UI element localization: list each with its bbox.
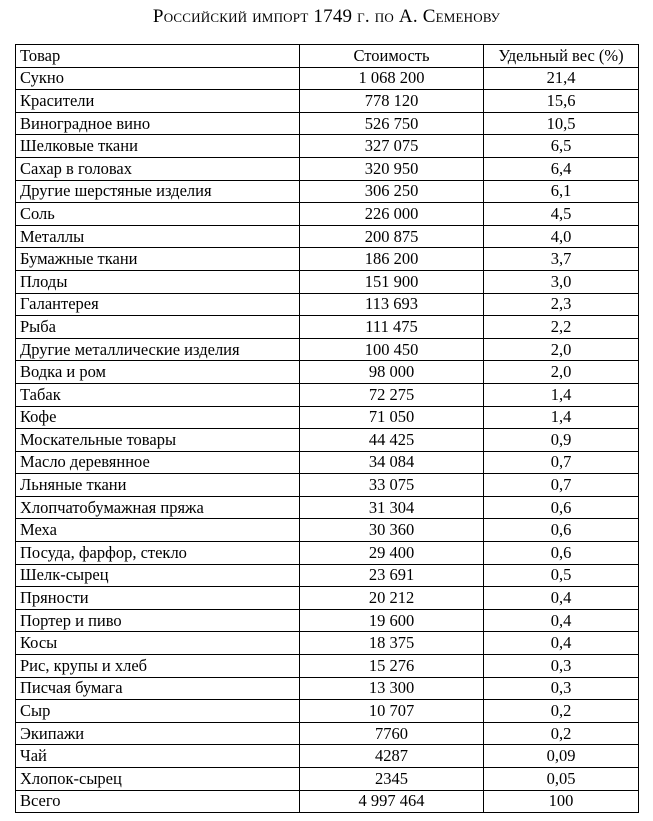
table-row bbox=[16, 135, 639, 158]
table-row bbox=[16, 609, 639, 632]
table-row bbox=[16, 203, 639, 226]
product-cell: Сыр bbox=[16, 700, 300, 723]
table-row bbox=[16, 225, 639, 248]
product-cell: Водка и ром bbox=[16, 361, 300, 384]
product-cell: Другие шерстяные изделия bbox=[16, 180, 300, 203]
table-row bbox=[16, 293, 639, 316]
table-row bbox=[16, 180, 639, 203]
share-cell: 4,0 bbox=[484, 225, 639, 248]
product-cell: Кофе bbox=[16, 406, 300, 429]
share-cell: 0,2 bbox=[484, 700, 639, 723]
share-cell: 15,6 bbox=[484, 90, 639, 113]
value-cell: 98 000 bbox=[300, 361, 484, 384]
value-cell: 113 693 bbox=[300, 293, 484, 316]
share-cell: 0,5 bbox=[484, 564, 639, 587]
product-cell: Меха bbox=[16, 519, 300, 542]
table-row bbox=[16, 383, 639, 406]
share-cell: 0,3 bbox=[484, 655, 639, 678]
product-cell: Плоды bbox=[16, 270, 300, 293]
value-cell: 19 600 bbox=[300, 609, 484, 632]
share-cell: 6,5 bbox=[484, 135, 639, 158]
share-cell: 0,6 bbox=[484, 519, 639, 542]
share-cell: 6,1 bbox=[484, 180, 639, 203]
value-cell: 100 450 bbox=[300, 338, 484, 361]
value-cell: 200 875 bbox=[300, 225, 484, 248]
value-cell: 29 400 bbox=[300, 542, 484, 565]
imports-table bbox=[15, 44, 639, 813]
table-row bbox=[16, 90, 639, 113]
value-cell: 306 250 bbox=[300, 180, 484, 203]
share-cell: 0,3 bbox=[484, 677, 639, 700]
product-cell: Хлопчатобумажная пряжа bbox=[16, 496, 300, 519]
share-cell: 0,6 bbox=[484, 542, 639, 565]
value-cell: 30 360 bbox=[300, 519, 484, 542]
value-cell: 71 050 bbox=[300, 406, 484, 429]
header-value: Стоимость bbox=[300, 45, 484, 68]
share-cell: 10,5 bbox=[484, 112, 639, 135]
product-cell: Виноградное вино bbox=[16, 112, 300, 135]
product-cell: Шелковые ткани bbox=[16, 135, 300, 158]
table-row bbox=[16, 564, 639, 587]
value-cell: 15 276 bbox=[300, 655, 484, 678]
share-cell: 21,4 bbox=[484, 67, 639, 90]
table-row bbox=[16, 157, 639, 180]
value-cell: 151 900 bbox=[300, 270, 484, 293]
product-cell: Портер и пиво bbox=[16, 609, 300, 632]
share-cell: 2,3 bbox=[484, 293, 639, 316]
table-row bbox=[16, 67, 639, 90]
table-row bbox=[16, 451, 639, 474]
product-cell: Косы bbox=[16, 632, 300, 655]
product-cell: Галантерея bbox=[16, 293, 300, 316]
table-row bbox=[16, 655, 639, 678]
product-cell: Экипажи bbox=[16, 722, 300, 745]
share-cell: 0,7 bbox=[484, 451, 639, 474]
value-cell: 4287 bbox=[300, 745, 484, 768]
document-title: Российский импорт 1749 г. по А. Семенову bbox=[152, 6, 501, 27]
share-cell: 0,09 bbox=[484, 745, 639, 768]
value-cell: 4 997 464 bbox=[300, 790, 484, 813]
table-row bbox=[16, 270, 639, 293]
product-cell: Хлопок-сырец bbox=[16, 768, 300, 791]
value-cell: 778 120 bbox=[300, 90, 484, 113]
value-cell: 111 475 bbox=[300, 316, 484, 339]
header-share: Удельный вес (%) bbox=[484, 45, 639, 68]
value-cell: 34 084 bbox=[300, 451, 484, 474]
value-cell: 327 075 bbox=[300, 135, 484, 158]
table-row bbox=[16, 587, 639, 610]
product-cell: Чай bbox=[16, 745, 300, 768]
value-cell: 526 750 bbox=[300, 112, 484, 135]
product-cell: Табак bbox=[16, 383, 300, 406]
share-cell: 0,9 bbox=[484, 429, 639, 452]
table-row bbox=[16, 474, 639, 497]
value-cell: 20 212 bbox=[300, 587, 484, 610]
value-cell: 33 075 bbox=[300, 474, 484, 497]
share-cell: 0,2 bbox=[484, 722, 639, 745]
value-cell: 320 950 bbox=[300, 157, 484, 180]
share-cell: 0,4 bbox=[484, 632, 639, 655]
share-cell: 0,4 bbox=[484, 587, 639, 610]
product-cell: Рис, крупы и хлеб bbox=[16, 655, 300, 678]
total-row bbox=[16, 790, 639, 813]
value-cell: 7760 bbox=[300, 722, 484, 745]
product-cell: Масло деревянное bbox=[16, 451, 300, 474]
product-cell: Металлы bbox=[16, 225, 300, 248]
table-row bbox=[16, 429, 639, 452]
table-row bbox=[16, 700, 639, 723]
product-cell: Сукно bbox=[16, 67, 300, 90]
share-cell: 6,4 bbox=[484, 157, 639, 180]
product-cell: Льняные ткани bbox=[16, 474, 300, 497]
table-row bbox=[16, 406, 639, 429]
value-cell: 13 300 bbox=[300, 677, 484, 700]
table-row bbox=[16, 632, 639, 655]
table-row bbox=[16, 677, 639, 700]
share-cell: 4,5 bbox=[484, 203, 639, 226]
product-cell: Писчая бумага bbox=[16, 677, 300, 700]
header-product: Товар bbox=[16, 45, 300, 68]
share-cell: 0,4 bbox=[484, 609, 639, 632]
product-cell: Посуда, фарфор, стекло bbox=[16, 542, 300, 565]
table-row bbox=[16, 519, 639, 542]
share-cell: 3,7 bbox=[484, 248, 639, 271]
value-cell: 226 000 bbox=[300, 203, 484, 226]
table-row bbox=[16, 316, 639, 339]
share-cell: 0,6 bbox=[484, 496, 639, 519]
table-row bbox=[16, 542, 639, 565]
table-body bbox=[16, 67, 639, 813]
product-cell: Рыба bbox=[16, 316, 300, 339]
share-cell: 1,4 bbox=[484, 406, 639, 429]
share-cell: 2,2 bbox=[484, 316, 639, 339]
table-row bbox=[16, 496, 639, 519]
value-cell: 31 304 bbox=[300, 496, 484, 519]
table-header-row bbox=[16, 45, 639, 68]
share-cell: 3,0 bbox=[484, 270, 639, 293]
table-row bbox=[16, 248, 639, 271]
value-cell: 1 068 200 bbox=[300, 67, 484, 90]
product-cell: Пряности bbox=[16, 587, 300, 610]
table-row bbox=[16, 722, 639, 745]
product-cell: Сахар в головах bbox=[16, 157, 300, 180]
product-cell: Бумажные ткани bbox=[16, 248, 300, 271]
product-cell: Москательные товары bbox=[16, 429, 300, 452]
value-cell: 186 200 bbox=[300, 248, 484, 271]
table-row bbox=[16, 361, 639, 384]
value-cell: 18 375 bbox=[300, 632, 484, 655]
value-cell: 23 691 bbox=[300, 564, 484, 587]
product-cell: Красители bbox=[16, 90, 300, 113]
table-row bbox=[16, 338, 639, 361]
table-row bbox=[16, 768, 639, 791]
value-cell: 72 275 bbox=[300, 383, 484, 406]
table-row bbox=[16, 112, 639, 135]
table-row bbox=[16, 745, 639, 768]
value-cell: 44 425 bbox=[300, 429, 484, 452]
share-cell: 0,7 bbox=[484, 474, 639, 497]
share-cell: 0,05 bbox=[484, 768, 639, 791]
share-cell: 100 bbox=[484, 790, 639, 813]
share-cell: 2,0 bbox=[484, 361, 639, 384]
product-cell: Другие металлические изделия bbox=[16, 338, 300, 361]
share-cell: 2,0 bbox=[484, 338, 639, 361]
share-cell: 1,4 bbox=[484, 383, 639, 406]
value-cell: 2345 bbox=[300, 768, 484, 791]
product-cell: Шелк-сырец bbox=[16, 564, 300, 587]
product-cell: Всего bbox=[16, 790, 300, 813]
product-cell: Соль bbox=[16, 203, 300, 226]
value-cell: 10 707 bbox=[300, 700, 484, 723]
